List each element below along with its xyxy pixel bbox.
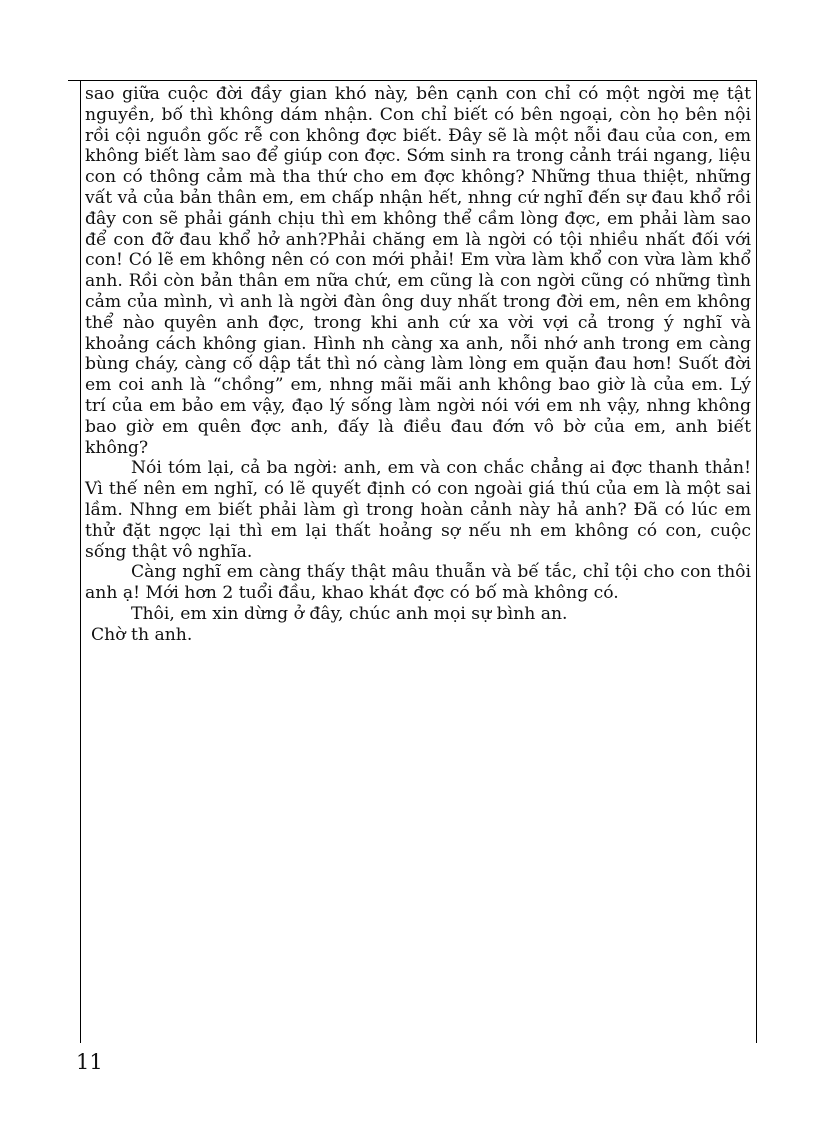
paragraph-4: Thôi, em xin dừng ở đây, chúc anh mọi sự bình an. bbox=[131, 603, 568, 624]
left-border-line bbox=[80, 80, 81, 1043]
paragraph-3: Càng nghĩ em càng thấy thật mâu thuẫn và bế tắc, chỉ tội cho con thôi anh ạ! Mới hơn 2 tuổi đầu, khao khát đợc có bố mà không có. bbox=[85, 562, 751, 604]
closing-line: Chờ th anh. bbox=[91, 624, 193, 645]
right-border-line bbox=[756, 80, 757, 1043]
page-number: 11 bbox=[76, 1050, 103, 1074]
paragraph-2: Nói tóm lại, cả ba ngời: anh, em và con chắc chẳng ai đợc thanh thản! Vì thế nên em nghĩ, có lẽ quyết định có con ngoài giá thú của em là một sai lầm. Nhng em biết phải làm gì trong hoàn cảnh này hả anh? Đã có lúc em thử đặt ngợc lại thì em lại thất hoảng sợ nếu nh em không có con, cuộc sống thật vô nghĩa. bbox=[85, 458, 751, 562]
top-border-line bbox=[68, 80, 757, 81]
paragraph-1: sao giữa cuộc đời đầy gian khó này, bên cạnh con chỉ có một ngời mẹ tật nguyền, bố thì không dám nhận. Con chỉ biết có bên ngoại, còn họ bên nội rồi cội nguồn gốc rễ con không đợc biết. Đây sẽ là một nỗi đau của con, em không biết làm sao để giúp con đợc. Sớm sinh ra trong cảnh trái ngang, liệu con có thông cảm mà tha thứ cho em đợc không? Những thua thiệt, những vất vả của bản thân em, em chấp nhận hết, nhng cứ nghĩ đến sự đau khổ rồi đây con sẽ phải gánh chịu thì em không thể cầm lòng đợc, em phải làm sao để con đỡ đau khổ hở anh?Phải chăng em là ngời có tội nhiều nhất đối với con! Có lẽ em không nên có con mới phải! Em vừa làm khổ con vừa làm khổ anh. Rồi còn bản thân em nữa chứ, em cũng là con ngời cũng có những tình cảm của mình, vì anh là ngời đàn ông duy nhất trong đời em, nên em không thể nào quyên anh đợc, trong khi anh cứ xa vời vợi cả trong ý nghĩ và khoảng cách không gian. Hình nh càng xa anh, nỗi nhớ anh trong em càng bùng cháy, càng cố dập tắt thì nó càng làm lòng em quặn đau hơn! Suốt đời em coi anh là “chồng” em, nhng mãi mãi anh không bao giờ là của em. Lý trí của em bảo em vậy, đạo lý sống làm ngời nói với em nh vậy, nhng không bao giờ em quên đợc anh, đấy là điều đau đớn vô bờ của em, anh biết không? bbox=[85, 84, 751, 458]
letter-body bbox=[85, 84, 751, 646]
